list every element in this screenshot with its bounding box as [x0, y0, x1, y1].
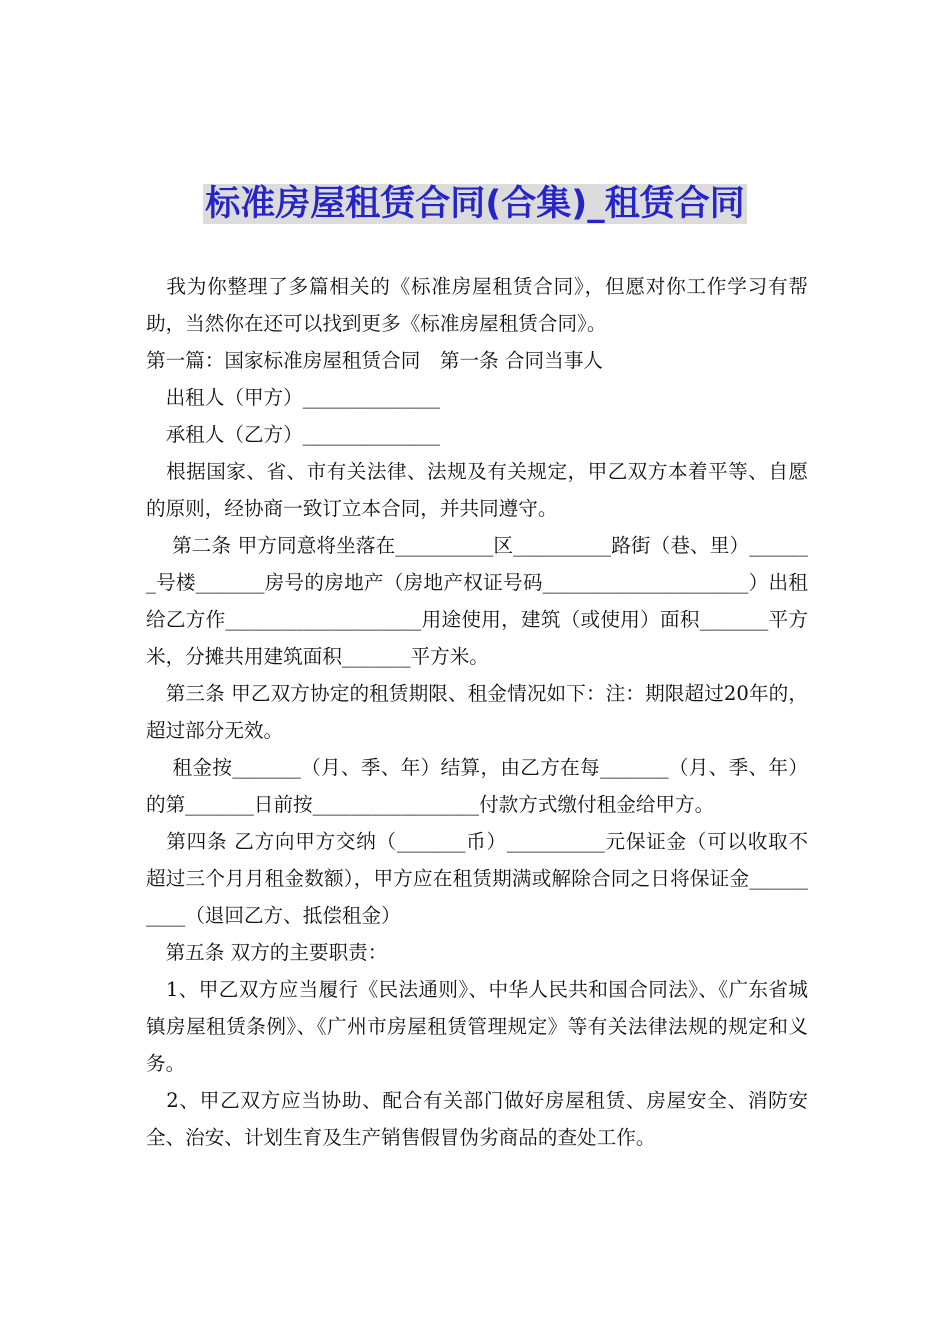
document-body: [146, 268, 808, 1156]
paragraph-article-2: 第二条 甲方同意将坐落在__________区__________路街（巷、里）_______号楼_______房号的房地产（房地产权证号码_____________________）出租给乙方作____________________用途使用，建筑（或使用）面积_______平方米，分摊共用建筑面积_______平方米。: [146, 534, 808, 668]
paragraph-lessor: 出租人（甲方）______________: [146, 386, 440, 409]
paragraph-duty-1: 1、甲乙双方应当履行《民法通则》、中华人民共和国合同法》、《广东省城镇房屋租赁条例》、《广州市房屋租赁管理规定》等有关法律法规的规定和义务。: [146, 978, 808, 1075]
paragraph-rent: 租金按_______（月、季、年）结算，由乙方在每_______（月、季、年）的第_______日前按_________________付款方式缴付租金给甲方。: [146, 756, 808, 816]
paragraph-duty-2: 2、甲乙双方应当协助、配合有关部门做好房屋租赁、房屋安全、消防安全、治安、计划生育及生产销售假冒伪劣商品的查处工作。: [146, 1089, 808, 1149]
paragraph-article-5: 第五条 双方的主要职责：: [146, 941, 388, 964]
paragraph-intro: 我为你整理了多篇相关的《标准房屋租赁合同》，但愿对你工作学习有帮助，当然你在还可以找到更多《标准房屋租赁合同》。: [146, 275, 808, 335]
paragraph-chapter-one: 第一篇：国家标准房屋租赁合同 第一条 合同当事人: [146, 349, 603, 372]
paragraph-article-3: 第三条 甲乙双方协定的租赁期限、租金情况如下：注：期限超过20年的，超过部分无效。: [146, 682, 808, 742]
paragraph-article-4: 第四条 乙方向甲方交纳（_______币）__________元保证金（可以收取不超过三个月月租金数额），甲方应在租赁期满或解除合同之日将保证金__________（退回乙方、抵偿租金）: [146, 830, 808, 927]
paragraph-lessee: 承租人（乙方）______________: [146, 423, 440, 446]
title-text: 标准房屋租赁合同(合集)_租赁合同: [205, 184, 745, 224]
document-title: [0, 176, 950, 226]
paragraph-basis: 根据国家、省、市有关法律、法规及有关规定，甲乙双方本着平等、自愿的原则，经协商一致订立本合同，并共同遵守。: [146, 460, 808, 520]
